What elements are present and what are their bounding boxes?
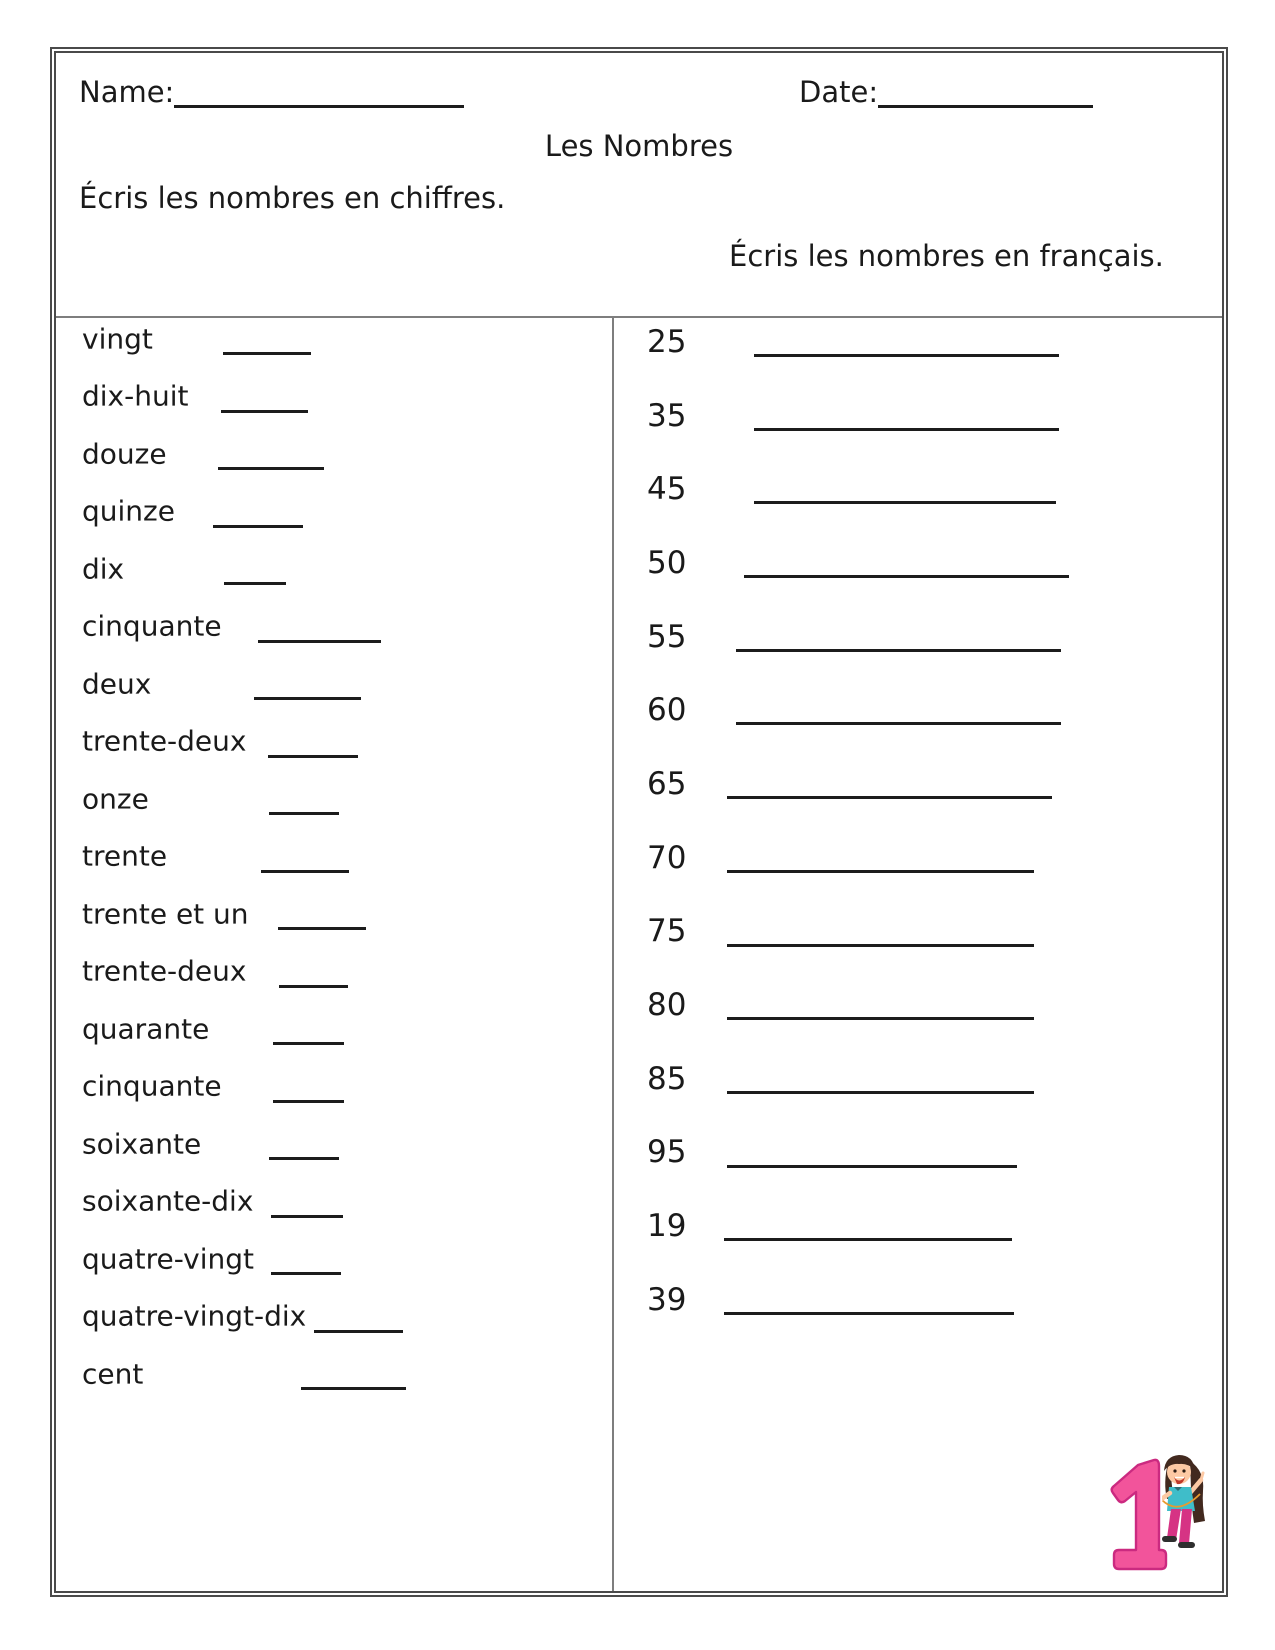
answer-blank (727, 1017, 1034, 1020)
header-row (79, 75, 1202, 115)
answer-blank (724, 1312, 1014, 1315)
french-word: trente (82, 839, 168, 873)
answer-blank (736, 722, 1061, 725)
number-value: 80 (647, 987, 687, 1024)
french-word-row (56, 1173, 612, 1231)
answer-blank (254, 697, 361, 700)
girl-with-number-one-illustration (1108, 1443, 1208, 1573)
answer-blank (261, 870, 349, 873)
worksheet-border-frame (50, 47, 1228, 1597)
number-value: 85 (647, 1060, 687, 1097)
numeral-row (614, 600, 1222, 674)
french-word-row (56, 1000, 612, 1058)
answer-blank (273, 1100, 344, 1103)
french-word: quinze (82, 494, 175, 528)
answer-blank (754, 501, 1056, 504)
numerals-column (614, 305, 1222, 1337)
numeral-row (614, 673, 1222, 747)
number-value: 70 (647, 839, 687, 876)
answer-blank (736, 649, 1061, 652)
french-word: onze (82, 782, 149, 816)
answer-blank (271, 1272, 341, 1275)
french-word-row (56, 310, 612, 368)
french-word-row (56, 1058, 612, 1116)
answer-blank (727, 796, 1052, 799)
name-label: Name: (79, 75, 175, 109)
instruction-write-in-digits: Écris les nombres en chiffres. (79, 181, 506, 215)
number-value: 60 (647, 692, 687, 729)
numeral-row (614, 1189, 1222, 1263)
french-word-row (56, 885, 612, 943)
numeral-row (614, 305, 1222, 379)
answer-blank (269, 812, 339, 815)
french-word: vingt (82, 322, 153, 356)
french-word: soixante (82, 1127, 202, 1161)
number-value: 75 (647, 913, 687, 950)
answer-blank (301, 1387, 406, 1390)
french-word: douze (82, 437, 167, 471)
answer-blank (213, 525, 303, 528)
number-value: 45 (647, 471, 687, 508)
french-word: trente-deux (82, 724, 247, 758)
answer-blank (223, 352, 311, 355)
french-word-row (56, 713, 612, 771)
numeral-row (614, 1042, 1222, 1116)
number-value: 95 (647, 1134, 687, 1171)
answer-blank (727, 1091, 1034, 1094)
french-word: cinquante (82, 1069, 222, 1103)
french-word-row (56, 540, 612, 598)
french-word-row (56, 1115, 612, 1173)
answer-blank (727, 944, 1034, 947)
french-word: trente et un (82, 897, 249, 931)
answer-blank (218, 467, 324, 470)
french-word-row (56, 770, 612, 828)
instruction-write-in-french: Écris les nombres en français. (729, 239, 1164, 273)
french-word: soixante-dix (82, 1184, 254, 1218)
french-word: quatre-vingt (82, 1242, 254, 1276)
date-blank-line (878, 105, 1093, 108)
numeral-row (614, 379, 1222, 453)
answer-blank (727, 870, 1034, 873)
french-word-row (56, 1345, 612, 1403)
answer-blank (271, 1215, 343, 1218)
french-word-row (56, 1288, 612, 1346)
answer-blank (268, 755, 358, 758)
french-word-row (56, 655, 612, 713)
answer-blank (269, 1157, 339, 1160)
name-blank-line (174, 105, 464, 108)
french-word-row (56, 828, 612, 886)
number-value: 19 (647, 1208, 687, 1245)
numeral-row (614, 968, 1222, 1042)
french-word: dix (82, 552, 125, 586)
numeral-row (614, 895, 1222, 969)
answer-blank (727, 1165, 1017, 1168)
numeral-row (614, 747, 1222, 821)
number-value: 50 (647, 544, 687, 581)
number-value: 65 (647, 765, 687, 802)
french-word: trente-deux (82, 954, 247, 988)
french-word-row (56, 598, 612, 656)
page-title: Les Nombres (544, 129, 734, 163)
answer-blank (724, 1238, 1012, 1241)
name-field (79, 75, 464, 109)
number-value: 35 (647, 397, 687, 434)
french-word-row (56, 425, 612, 483)
number-value: 39 (647, 1281, 687, 1318)
answer-blank (278, 927, 366, 930)
date-label: Date: (799, 75, 879, 109)
answer-blank (314, 1330, 403, 1333)
numeral-row (614, 1116, 1222, 1190)
french-word-row (56, 1230, 612, 1288)
french-word-row (56, 483, 612, 541)
french-word: quatre-vingt-dix (82, 1299, 307, 1333)
numeral-row (614, 1263, 1222, 1337)
french-word: quarante (82, 1012, 210, 1046)
number-value: 25 (647, 323, 687, 360)
french-word: cent (82, 1357, 144, 1391)
numeral-row (614, 526, 1222, 600)
answer-blank (273, 1042, 344, 1045)
answer-blank (754, 354, 1059, 357)
number-value: 55 (647, 618, 687, 655)
french-word-row (56, 368, 612, 426)
numeral-row (614, 452, 1222, 526)
answer-blank (221, 410, 308, 413)
french-words-column (56, 310, 612, 1403)
answer-blank (744, 575, 1069, 578)
answer-blank (224, 582, 286, 585)
french-word: deux (82, 667, 152, 701)
french-word: dix-huit (82, 379, 189, 413)
french-word: cinquante (82, 609, 222, 643)
answer-blank (754, 428, 1059, 431)
numeral-row (614, 821, 1222, 895)
answer-blank (258, 640, 381, 643)
french-word-row (56, 943, 612, 1001)
date-field (799, 75, 1093, 109)
answer-blank (279, 985, 348, 988)
